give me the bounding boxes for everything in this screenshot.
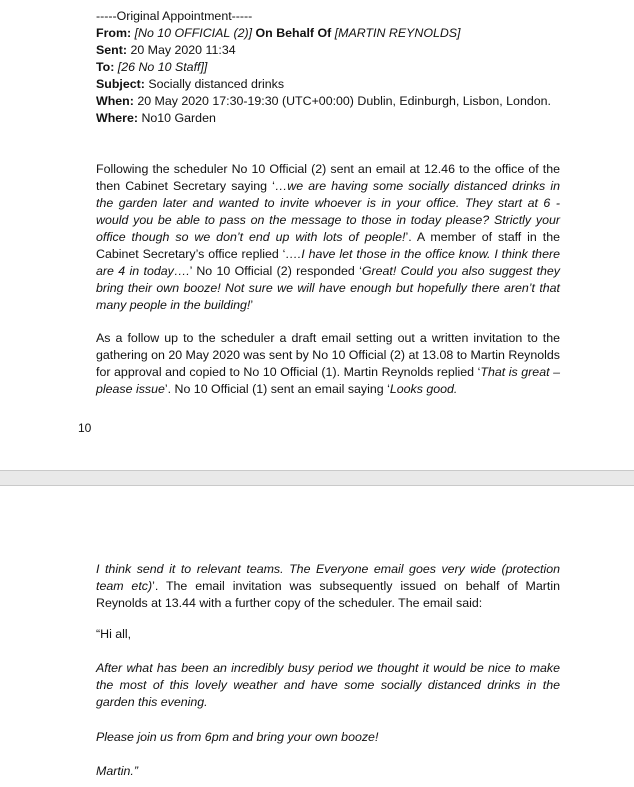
document-page-2	[0, 486, 634, 787]
quote-invite-text: Please join us from 6pm and bring your own booze!	[96, 730, 379, 744]
page-break	[0, 470, 634, 486]
para1-quote-2: ….I have let those in the office know. I think there are 4 in today….	[96, 247, 560, 278]
para3-quote-1: I think send it to relevant teams. The Everyone email goes very wide (protection team etc)	[96, 562, 560, 593]
para3-text-1: ’. The email invitation was subsequently issued on behalf of Martin Reynolds at 13.44 with a further copy of the scheduler. The email said:	[96, 579, 560, 610]
paragraph-invitation-issued	[96, 561, 560, 612]
when-value: 20 May 2020 17:30-19:30 (UTC+00:00) Dublin, Edinburgh, Lisbon, London.	[137, 94, 551, 108]
para2-text-2: ’. No 10 Official (1) sent an email saying ‘	[164, 382, 390, 396]
to-line	[96, 59, 560, 76]
to-label: To:	[96, 60, 115, 74]
when-label: When:	[96, 94, 134, 108]
subject-label: Subject:	[96, 77, 145, 91]
from-value: [No 10 OFFICIAL (2)]	[134, 26, 253, 40]
sent-value: 20 May 2020 11:34	[130, 43, 236, 57]
quote-invite	[96, 729, 560, 746]
on-behalf-label: On Behalf Of	[255, 26, 332, 40]
subject-value: Socially distanced drinks	[148, 77, 285, 91]
para1-text-4: ’	[250, 298, 254, 312]
where-label: Where:	[96, 111, 138, 125]
paragraph-draft-invitation	[96, 330, 560, 398]
para1-text-3: ’ No 10 Official (2) responded ‘	[189, 264, 362, 278]
where-value: No10 Garden	[141, 111, 216, 125]
para2-quote-1: That is great – please issue	[96, 365, 560, 396]
original-appointment-marker: -----Original Appointment-----	[96, 9, 253, 23]
when-line	[96, 93, 560, 110]
quote-body-text: After what has been an incredibly busy period we thought it would be nice to make the most of this lovely weather and have some socially distanced drinks in the garden this evening.	[96, 661, 560, 709]
to-value: [26 No 10 Staff]]	[117, 60, 208, 74]
para2-text-1: As a follow up to the scheduler a draft email setting out a written invitation to the gathering on 20 May 2020 was sent by No 10 Official (2) at 13.08 to Martin Reynolds for approval and copied to No 10 Official (1). Martin Reynolds replied ‘	[96, 331, 560, 379]
from-line	[96, 25, 560, 42]
subject-line	[96, 76, 560, 93]
quote-body	[96, 660, 560, 711]
where-line	[96, 110, 560, 127]
on-behalf-value: [MARTIN REYNOLDS]	[334, 26, 461, 40]
from-label: From:	[96, 26, 132, 40]
paragraph-scheduler-email	[96, 161, 560, 314]
para2-quote-2: Looks good.	[389, 382, 458, 396]
para1-text-1: Following the scheduler No 10 Official (2) sent an email at 12.46 to the office of the then Cabinet Secretary saying ‘	[96, 162, 560, 193]
sent-line	[96, 42, 560, 59]
page-number: 10	[78, 421, 92, 435]
quote-signoff	[96, 763, 560, 780]
quote-signoff-text: Martin.”	[96, 764, 138, 778]
email-header	[96, 8, 560, 127]
para1-quote-1: …we are having some socially distanced drinks in the garden later and wanted to invite whoever is in your office. They start at 6 - would you be able to pass on the message to those in today please? Strictly your office though so we don’t end up with lots of people!	[96, 179, 560, 244]
para1-text-2: ’. A member of staff in the Cabinet Secretary’s office replied ‘	[96, 230, 560, 261]
para1-quote-3: Great! Could you also suggest they bring their own booze! Not sure we will have enough but hopefully there aren’t that many people in the building!	[96, 264, 560, 312]
quote-greeting: “Hi all,	[96, 627, 132, 641]
sent-label: Sent:	[96, 43, 127, 57]
